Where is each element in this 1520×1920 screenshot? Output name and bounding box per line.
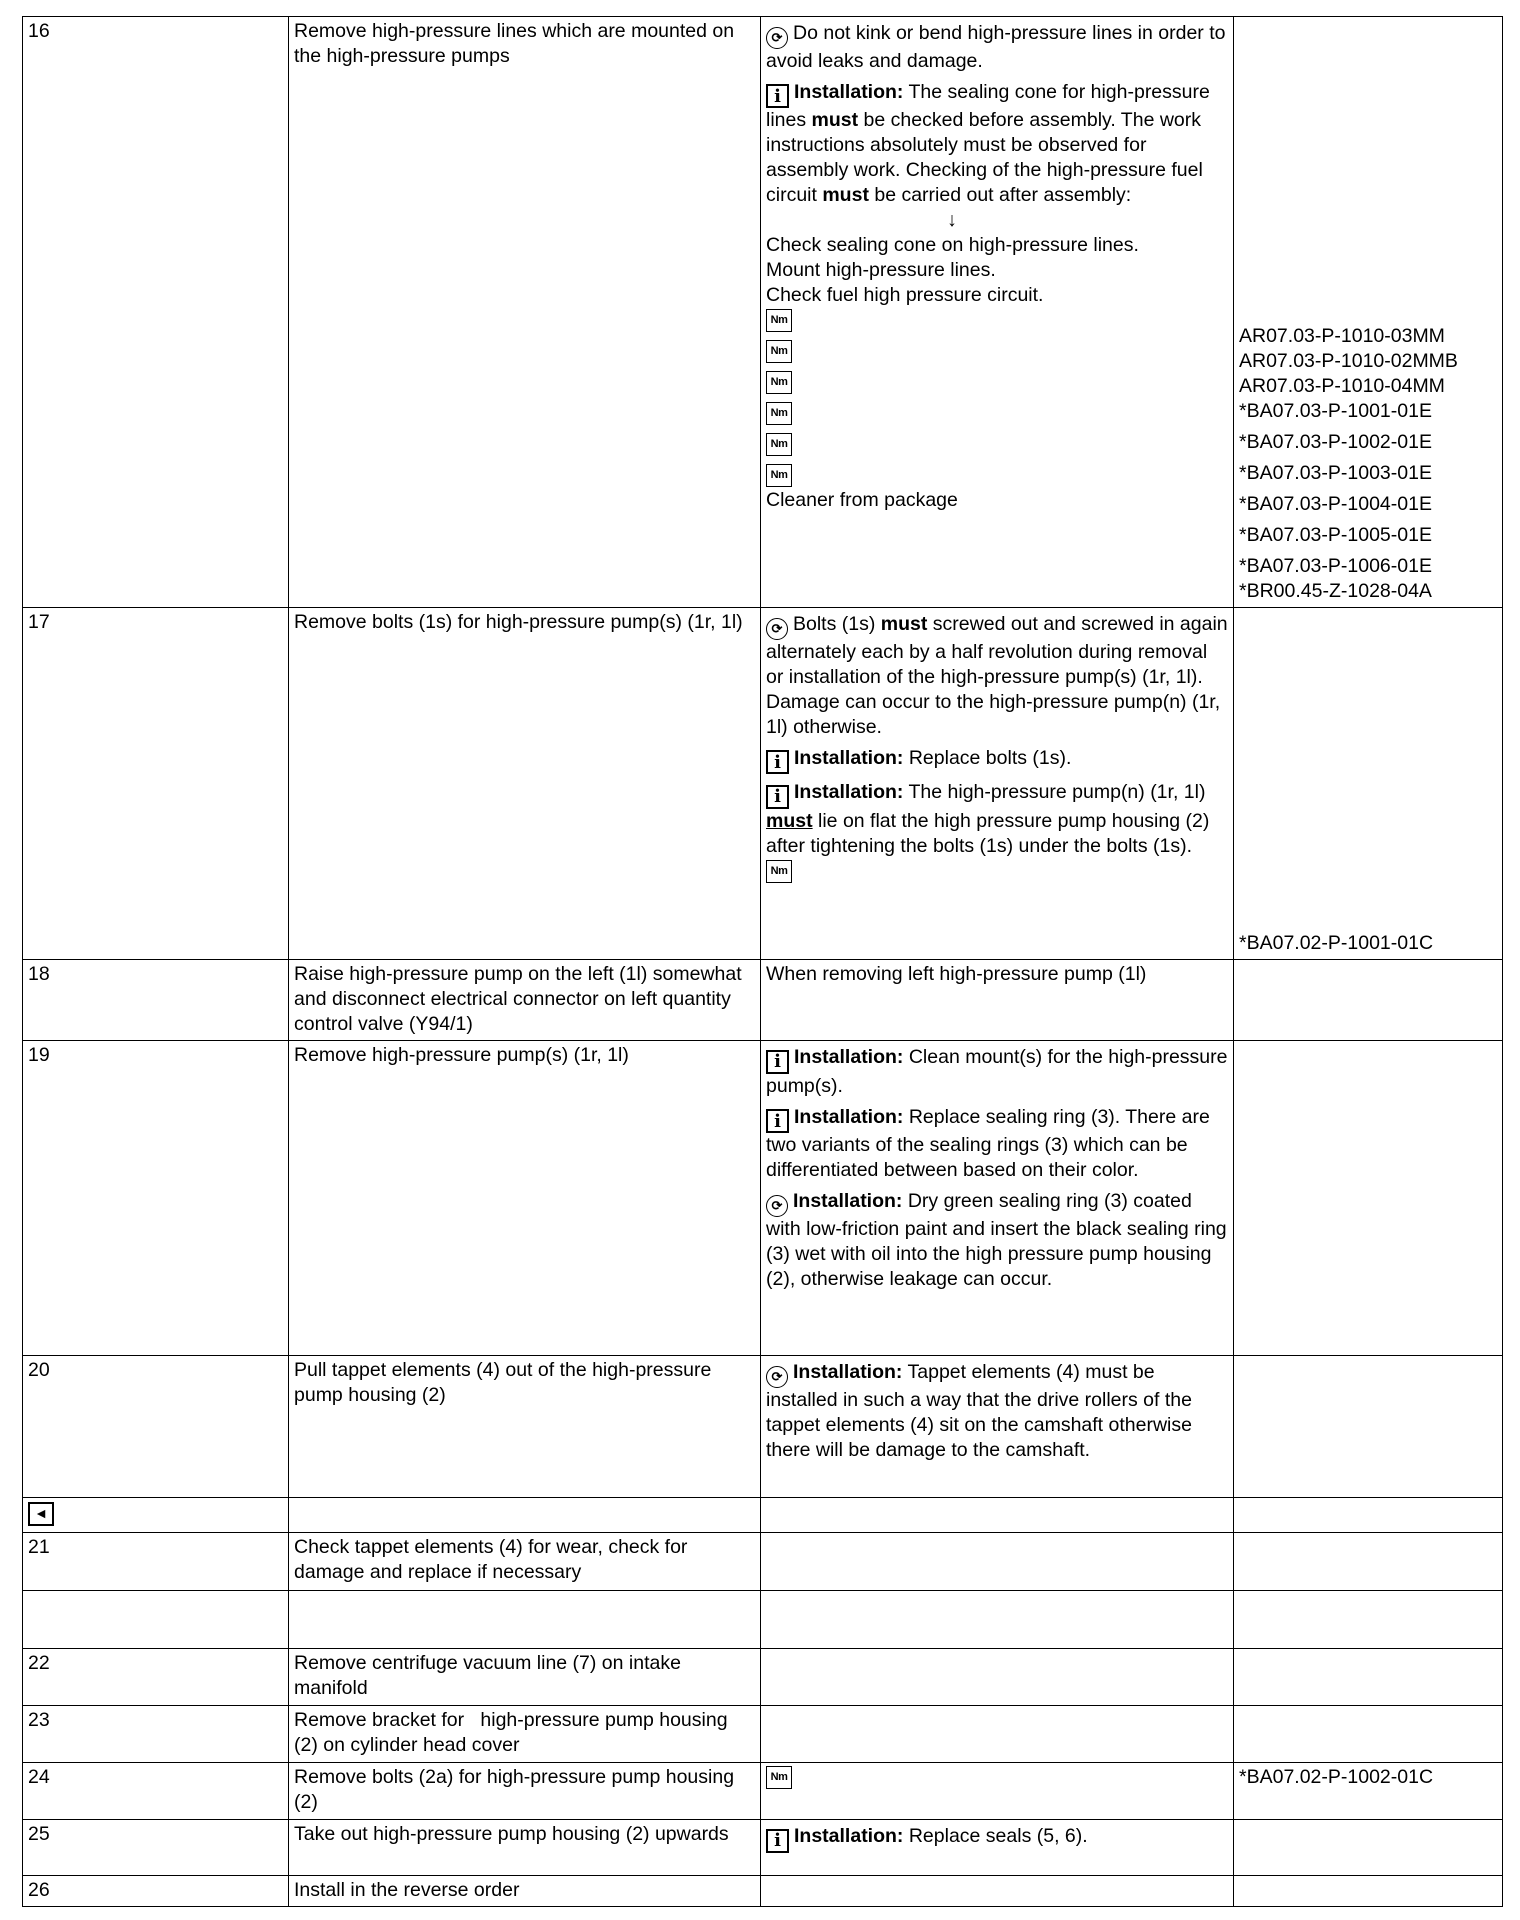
step-notes — [761, 1356, 1234, 1498]
torque-reference-link[interactable]: *BA07.03-P-1003-01E — [1239, 462, 1432, 484]
step-number: 18 — [23, 960, 289, 1041]
installation-note: i Installation: Replace bolts (1s). — [766, 746, 1228, 775]
step-action: Take out high-pressure pump housing (2) upwards — [289, 1820, 761, 1876]
step-references — [1234, 1356, 1503, 1498]
work-steps-sheet — [22, 16, 1502, 1907]
step-number: 25 — [23, 1820, 289, 1876]
info-icon: i — [766, 1109, 789, 1133]
torque-line — [766, 308, 1228, 333]
installation-note: i Installation: The high-pressure pump(n) (1r, 1l) must lie on flat the high pressure pump housing (2) after tightening the bolts (1s) under the bolts (1s). — [766, 781, 1210, 857]
installation-note: i Installation: Clean mount(s) for the high-pressure pump(s). — [766, 1046, 1228, 1097]
step-notes — [761, 1498, 1234, 1533]
torque-line — [766, 401, 1228, 426]
step-notes — [761, 1763, 1234, 1820]
doc-reference-link[interactable]: AR07.03-P-1010-03MM — [1239, 325, 1445, 347]
step-references — [1234, 1876, 1503, 1907]
info-icon: i — [766, 785, 789, 809]
step-references — [1234, 608, 1503, 960]
torque-icon: Nm — [766, 309, 792, 332]
step-action: Remove high-pressure pump(s) (1r, 1l) — [289, 1041, 761, 1356]
step-notes — [761, 1041, 1234, 1356]
step-notes — [761, 17, 1234, 608]
info-icon: i — [766, 84, 789, 108]
step-number: 23 — [23, 1706, 289, 1763]
cleaner-reference-link[interactable]: *BR00.45-Z-1028-04A — [1239, 580, 1432, 602]
torque-line — [766, 859, 1228, 884]
step-number: 20 — [23, 1356, 289, 1498]
torque-line — [766, 463, 1228, 488]
step-number: 17 — [23, 608, 289, 960]
torque-reference-link[interactable]: *BA07.02-P-1001-01C — [1239, 932, 1434, 954]
torque-line — [766, 370, 1228, 395]
step-number: 26 — [23, 1876, 289, 1907]
step-number — [23, 1591, 289, 1649]
step-references — [1234, 1533, 1503, 1591]
step-notes: When removing left high-pressure pump (1l) — [761, 960, 1234, 1041]
torque-reference-link[interactable]: *BA07.03-P-1001-01E — [1239, 400, 1432, 422]
step-notes — [761, 1533, 1234, 1591]
step-references — [1234, 17, 1503, 608]
list-item: Check sealing cone on high-pressure lines. — [766, 234, 1139, 256]
installation-note: i Installation: The sealing cone for high-pressure lines must be checked before assembly. The work instructions absolutely must be observed for assembly work. Checking of the high-pressure fuel circuit must be carried out after assembly: — [766, 80, 1210, 206]
step-action: Pull tappet elements (4) out of the high-pressure pump housing (2) — [289, 1356, 761, 1498]
torque-icon: Nm — [766, 340, 792, 363]
table-row — [23, 1706, 1503, 1763]
torque-reference-link[interactable]: *BA07.03-P-1005-01E — [1239, 524, 1432, 546]
step-references — [1234, 1706, 1503, 1763]
caution-note: ⟳ Bolts (1s) must screwed out and screwed in again alternately each by a half revolution during removal or installation of the high-pressure pump(s) (1r, 1l). Damage can occur to the high-pressure pump(n) (1r, 1l) otherwise. — [766, 613, 1228, 738]
step-notes — [761, 1706, 1234, 1763]
table-row — [23, 1041, 1503, 1356]
table-row — [23, 1820, 1503, 1876]
caution-icon: ⟳ — [766, 618, 788, 640]
table-row — [23, 1876, 1503, 1907]
step-references — [1234, 960, 1503, 1041]
list-item: Check fuel high pressure circuit. — [766, 284, 1044, 306]
table-row — [23, 1533, 1503, 1591]
caution-note: ⟳ Do not kink or bend high-pressure lines in order to avoid leaks and damage. — [766, 22, 1226, 72]
step-action: Install in the reverse order — [289, 1876, 761, 1907]
torque-icon: Nm — [766, 371, 792, 394]
table-row — [23, 960, 1503, 1041]
torque-line — [766, 432, 1228, 457]
torque-reference-link[interactable]: *BA07.02-P-1002-01C — [1239, 1766, 1434, 1788]
step-references — [1234, 1591, 1503, 1649]
step-notes — [761, 1649, 1234, 1706]
step-references — [1234, 1820, 1503, 1876]
doc-reference-link[interactable]: AR07.03-P-1010-04MM — [1239, 375, 1445, 397]
caution-installation-note: ⟳ Installation: Dry green sealing ring (3) coated with low-friction paint and insert the black sealing ring (3) wet with oil into the high pressure pump housing (2), otherwise leakage can occur. — [766, 1190, 1227, 1290]
installation-note: i Installation: Replace sealing ring (3). There are two variants of the sealing rings (3) which can be differentiated between based on their color. — [766, 1105, 1210, 1181]
step-references — [1234, 1763, 1503, 1820]
step-notes — [761, 1820, 1234, 1876]
torque-icon: Nm — [766, 402, 792, 425]
step-action: Check tappet elements (4) for wear, check for damage and replace if necessary — [289, 1533, 761, 1591]
caution-installation-note: ⟳ Installation: Tappet elements (4) must be installed in such a way that the drive rollers of the tappet elements (4) sit on the camshaft otherwise there will be damage to the camshaft. — [766, 1361, 1192, 1461]
torque-icon: Nm — [766, 1766, 792, 1789]
work-steps-table — [22, 16, 1503, 1907]
step-number: 24 — [23, 1763, 289, 1820]
torque-icon: Nm — [766, 433, 792, 456]
down-arrow-icon: ↓ — [947, 209, 957, 231]
step-number: 16 — [23, 17, 289, 608]
step-action: Raise high-pressure pump on the left (1l) somewhat and disconnect electrical connector on left quantity control valve (Y94/1) — [289, 960, 761, 1041]
installation-note: i Installation: Replace seals (5, 6). — [766, 1824, 1228, 1853]
step-number — [23, 1498, 289, 1533]
info-icon: i — [766, 1829, 789, 1853]
step-number: 22 — [23, 1649, 289, 1706]
cleaner-line: Cleaner from package — [766, 489, 958, 511]
step-number: 19 — [23, 1041, 289, 1356]
table-row — [23, 17, 1503, 608]
table-row — [23, 1763, 1503, 1820]
info-icon: i — [766, 1050, 789, 1074]
step-notes — [761, 1876, 1234, 1907]
step-action: Remove centrifuge vacuum line (7) on intake manifold — [289, 1649, 761, 1706]
torque-reference-link[interactable]: *BA07.03-P-1004-01E — [1239, 493, 1432, 515]
step-action: Remove bolts (2a) for high-pressure pump housing (2) — [289, 1763, 761, 1820]
torque-reference-link[interactable]: *BA07.03-P-1002-01E — [1239, 431, 1432, 453]
torque-reference-link[interactable]: *BA07.03-P-1006-01E — [1239, 555, 1432, 577]
table-row — [23, 608, 1503, 960]
back-arrow-icon[interactable]: ◄ — [28, 1502, 54, 1526]
torque-line — [766, 339, 1228, 364]
table-row — [23, 1498, 1503, 1533]
info-icon: i — [766, 750, 789, 774]
conditional-instruction — [289, 1591, 761, 1649]
step-number: 21 — [23, 1533, 289, 1591]
step-references — [1234, 1498, 1503, 1533]
step-action: Remove bolts (1s) for high-pressure pump(s) (1r, 1l) — [289, 608, 761, 960]
caution-icon: ⟳ — [766, 1366, 788, 1388]
doc-reference-link[interactable]: AR07.03-P-1010-02MMB — [1239, 350, 1458, 372]
caution-icon: ⟳ — [766, 1195, 788, 1217]
step-notes — [761, 608, 1234, 960]
table-row — [23, 1356, 1503, 1498]
step-action: Remove high-pressure lines which are mounted on the high-pressure pumps — [289, 17, 761, 608]
torque-icon: Nm — [766, 464, 792, 487]
caution-icon: ⟳ — [766, 27, 788, 49]
step-notes — [761, 1591, 1234, 1649]
section-heading — [289, 1498, 761, 1533]
torque-line — [766, 1765, 1228, 1790]
table-row — [23, 1649, 1503, 1706]
step-action: Remove bracket for high-pressure pump housing (2) on cylinder head cover — [289, 1706, 761, 1763]
list-item: Mount high-pressure lines. — [766, 259, 996, 281]
step-references — [1234, 1041, 1503, 1356]
table-row — [23, 1591, 1503, 1649]
step-references — [1234, 1649, 1503, 1706]
torque-icon: Nm — [766, 860, 792, 883]
